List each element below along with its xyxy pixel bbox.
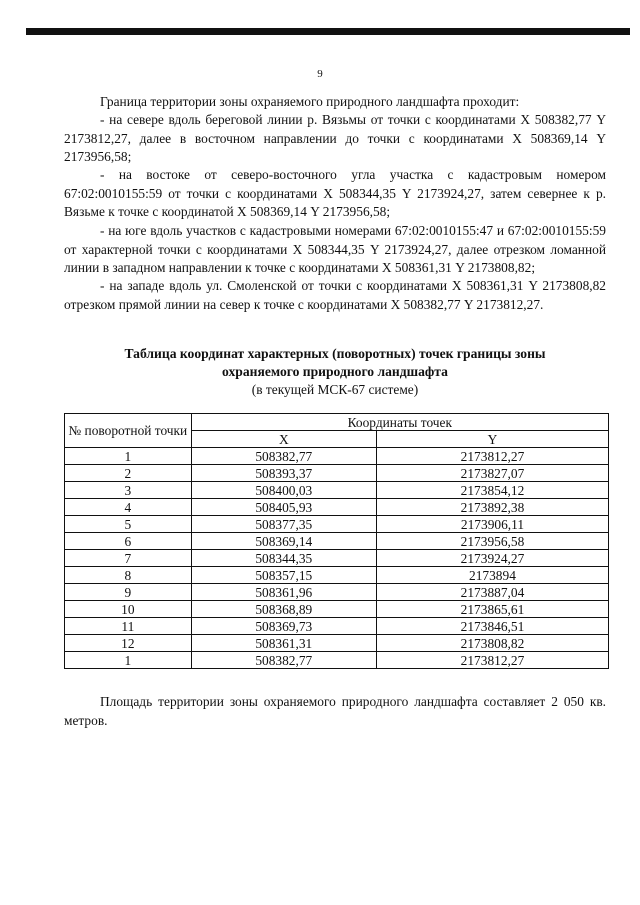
y-coordinate-cell: 2173906,11 bbox=[376, 516, 608, 533]
table-subtitle: (в текущей МСК-67 системе) bbox=[251, 382, 419, 397]
table-title bbox=[64, 345, 606, 381]
boundary-east: - на востоке от северо-восточного угла участка с кадастровым номером 67:02:0010155:59 от точки с координатами Х 508344,35 Y 2173924,27, затем севернее к р. Вязьме к точке с координатой Х 508369,14 Y 2173956,58; bbox=[64, 167, 606, 220]
table-row bbox=[65, 584, 609, 601]
table-row bbox=[65, 635, 609, 652]
y-coordinate-cell: 2173808,82 bbox=[376, 635, 608, 652]
table-row bbox=[65, 533, 609, 550]
y-coordinate-cell: 2173812,27 bbox=[376, 448, 608, 465]
point-number-cell: 8 bbox=[65, 567, 192, 584]
point-number-cell: 3 bbox=[65, 482, 192, 499]
table-row bbox=[65, 499, 609, 516]
point-number-cell: 10 bbox=[65, 601, 192, 618]
x-coordinate-cell: 508382,77 bbox=[191, 652, 376, 669]
header-point-number: № поворотной точки bbox=[65, 414, 192, 448]
header-coordinates: Координаты точек bbox=[191, 414, 608, 431]
x-coordinate-cell: 508400,03 bbox=[191, 482, 376, 499]
point-number-cell: 6 bbox=[65, 533, 192, 550]
point-number-cell: 7 bbox=[65, 550, 192, 567]
x-coordinate-cell: 508361,96 bbox=[191, 584, 376, 601]
table-row bbox=[65, 550, 609, 567]
header-y: Y bbox=[376, 431, 608, 448]
point-number-cell: 1 bbox=[65, 448, 192, 465]
header-rule bbox=[26, 28, 630, 35]
y-coordinate-cell: 2173865,61 bbox=[376, 601, 608, 618]
area-statement: Площадь территории зоны охраняемого природного ландшафта составляет 2 050 кв. метров. bbox=[64, 694, 606, 728]
x-coordinate-cell: 508369,73 bbox=[191, 618, 376, 635]
boundary-south: - на юге вдоль участков с кадастровыми номерами 67:02:0010155:47 и 67:02:0010155:59 от характерной точки с координатами Х 508344,35 Y 2173924,27, далее отрезком ломанной линии в западном направлении к точке с координатами Х 508361,31 Y 2173808,82; bbox=[64, 223, 606, 276]
x-coordinate-cell: 508344,35 bbox=[191, 550, 376, 567]
point-number-cell: 4 bbox=[65, 499, 192, 516]
table-row bbox=[65, 567, 609, 584]
table-title-line2: охраняемого природного ландшафта bbox=[222, 364, 448, 379]
table-row bbox=[65, 601, 609, 618]
x-coordinate-cell: 508368,89 bbox=[191, 601, 376, 618]
boundary-intro: Граница территории зоны охраняемого природного ландшафта проходит: bbox=[100, 94, 520, 109]
table-row bbox=[65, 618, 609, 635]
x-coordinate-cell: 508369,14 bbox=[191, 533, 376, 550]
coordinates-table bbox=[64, 413, 609, 669]
table-row bbox=[65, 465, 609, 482]
x-coordinate-cell: 508382,77 bbox=[191, 448, 376, 465]
y-coordinate-cell: 2173894 bbox=[376, 567, 608, 584]
table-row bbox=[65, 516, 609, 533]
y-coordinate-cell: 2173846,51 bbox=[376, 618, 608, 635]
boundary-north: - на севере вдоль береговой линии р. Вязьмы от точки с координатами Х 508382,77 Y 2173812,27, далее в восточном направлении до точки с координатами Х 508369,14 Y 2173956,58; bbox=[64, 112, 606, 165]
x-coordinate-cell: 508377,35 bbox=[191, 516, 376, 533]
point-number-cell: 5 bbox=[65, 516, 192, 533]
y-coordinate-cell: 2173854,12 bbox=[376, 482, 608, 499]
y-coordinate-cell: 2173887,04 bbox=[376, 584, 608, 601]
table-row bbox=[65, 448, 609, 465]
table-row bbox=[65, 482, 609, 499]
x-coordinate-cell: 508405,93 bbox=[191, 499, 376, 516]
point-number-cell: 12 bbox=[65, 635, 192, 652]
point-number-cell: 2 bbox=[65, 465, 192, 482]
page-number: 9 bbox=[317, 68, 323, 80]
x-coordinate-cell: 508357,15 bbox=[191, 567, 376, 584]
y-coordinate-cell: 2173924,27 bbox=[376, 550, 608, 567]
boundary-west: - на западе вдоль ул. Смоленской от точки с координатами Х 508361,31 Y 2173808,82 отрезком прямой линии на север к точке с координатами Х 508382,77 Y 2173812,27. bbox=[64, 278, 606, 312]
y-coordinate-cell: 2173892,38 bbox=[376, 499, 608, 516]
table-title-line1: Таблица координат характерных (поворотных) точек границы зоны bbox=[124, 346, 546, 361]
y-coordinate-cell: 2173827,07 bbox=[376, 465, 608, 482]
y-coordinate-cell: 2173956,58 bbox=[376, 533, 608, 550]
x-coordinate-cell: 508361,31 bbox=[191, 635, 376, 652]
point-number-cell: 11 bbox=[65, 618, 192, 635]
point-number-cell: 9 bbox=[65, 584, 192, 601]
table-row bbox=[65, 652, 609, 669]
x-coordinate-cell: 508393,37 bbox=[191, 465, 376, 482]
y-coordinate-cell: 2173812,27 bbox=[376, 652, 608, 669]
header-x: Х bbox=[191, 431, 376, 448]
point-number-cell: 1 bbox=[65, 652, 192, 669]
